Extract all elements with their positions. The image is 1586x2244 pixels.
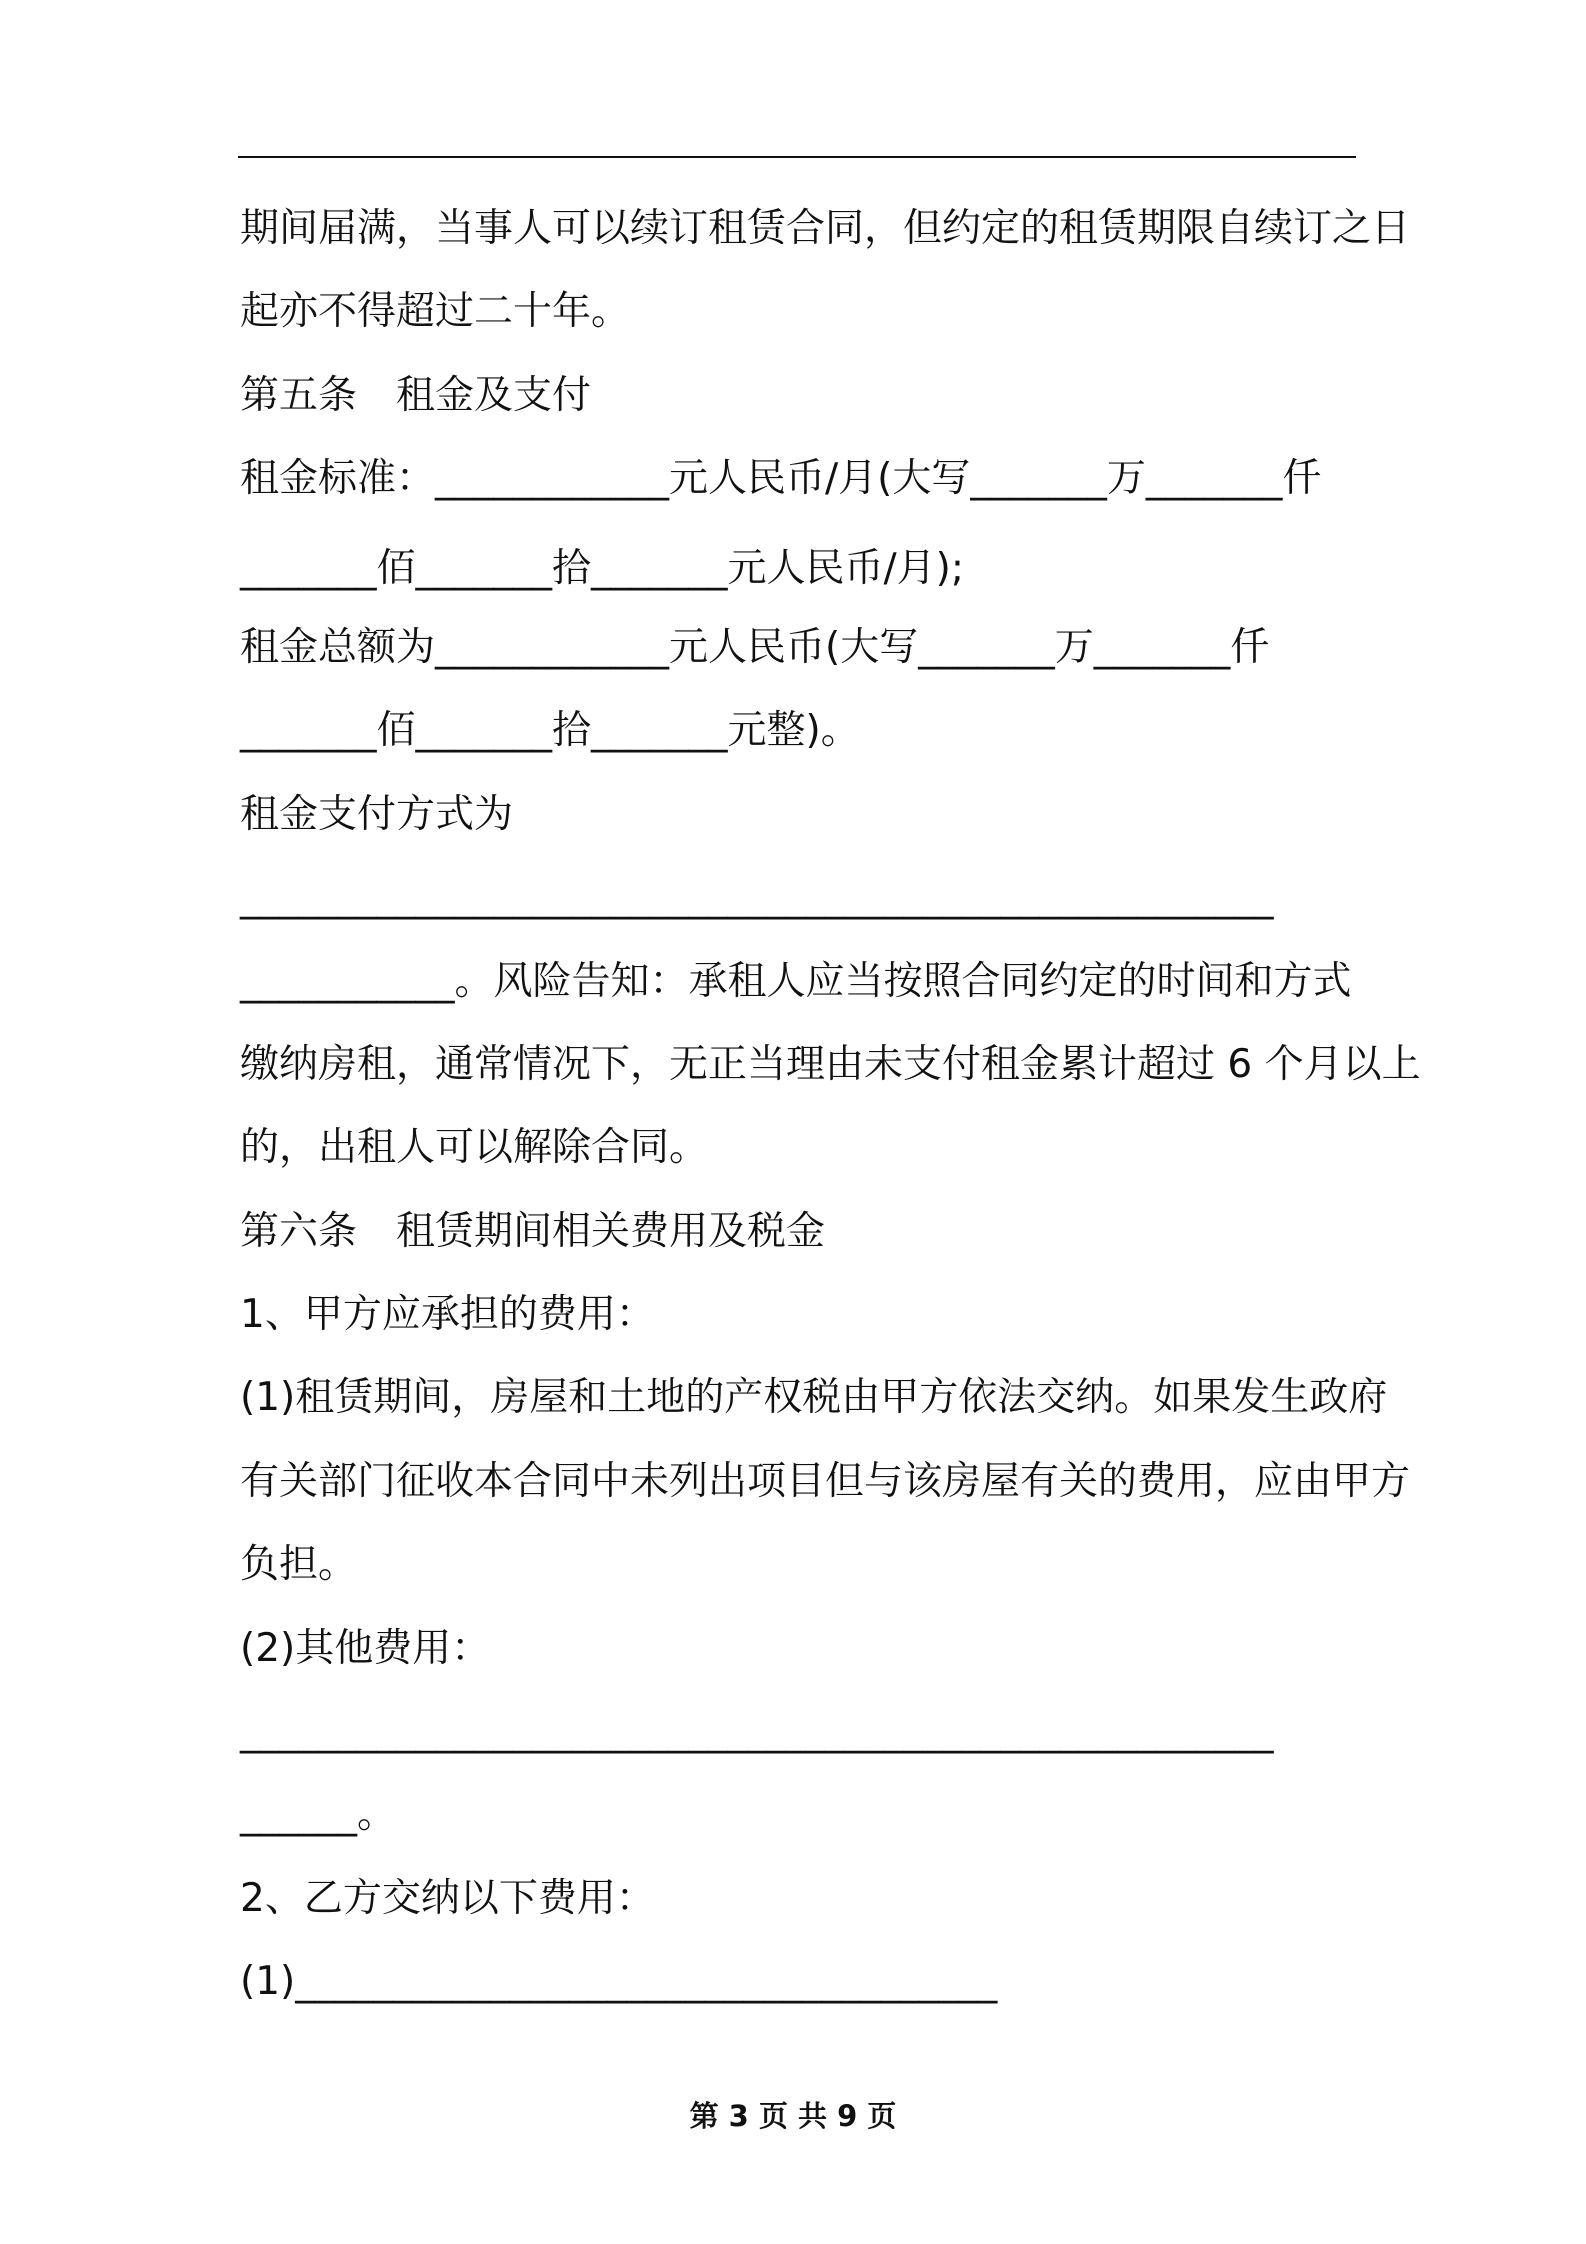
text-line: 期间届满，当事人可以续订租赁合同，但约定的租赁期限自续订之日 <box>240 206 1411 251</box>
text-line: 缴纳房租，通常情况下，无正当理由未支付租金累计超过 6 个月以上 <box>240 1042 1421 1087</box>
text-line: 租金支付方式为 <box>240 792 514 837</box>
page-indicator: 第 3 页 共 9 页 <box>689 2099 897 2133</box>
text-line: 2、乙方交纳以下费用： <box>240 1876 655 1921</box>
text-line: (2)其他费用： <box>240 1626 491 1671</box>
text-line: _______佰_______拾_______元整)。 <box>240 708 860 753</box>
text-line: (1)租赁期间，房屋和土地的产权税由甲方依法交纳。如果发生政府 <box>240 1375 1388 1420</box>
text-line: ___________。风险告知：承租人应当按照合同约定的时间和方式 <box>240 959 1352 1004</box>
header-rule <box>238 156 1356 158</box>
text-line: 起亦不得超过二十年。 <box>240 289 631 334</box>
blank-line: _____________________________________________________ <box>240 875 1274 920</box>
text-line: 1、甲方应承担的费用： <box>240 1292 655 1337</box>
text-line: 负担。 <box>240 1542 358 1587</box>
text-line: (1)____________________________________ <box>240 1959 998 2004</box>
article-heading: 第六条 租赁期间相关费用及税金 <box>240 1209 826 1254</box>
text-line: 租金总额为____________元人民币(大写_______万_______仟 <box>240 625 1270 670</box>
blank-line: _____________________________________________________ <box>240 1709 1274 1754</box>
article-heading: 第五条 租金及支付 <box>240 373 592 418</box>
text-line: 的，出租人可以解除合同。 <box>240 1125 709 1170</box>
text-line: 有关部门征收本合同中未列出项目但与该房屋有关的费用，应由甲方 <box>240 1459 1411 1504</box>
text-line: 租金标准：____________元人民币/月(大写_______万_______仟 <box>240 456 1322 501</box>
text-line: ______。 <box>240 1792 397 1837</box>
text-line: _______佰_______拾_______元人民币/月); <box>240 546 964 591</box>
